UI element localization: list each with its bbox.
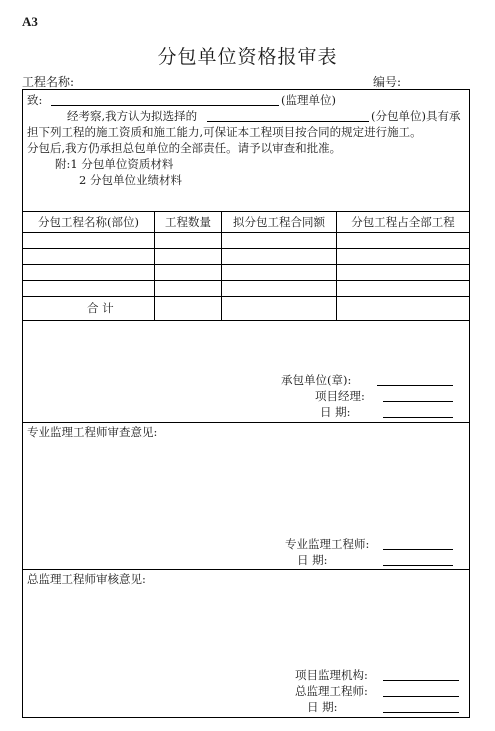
table-row-line bbox=[23, 248, 469, 249]
table-row-line bbox=[23, 232, 469, 233]
specialist-date-label: 日 期: bbox=[297, 553, 328, 567]
project-manager-blank bbox=[383, 389, 453, 402]
contractor-unit-label: 承包单位(章): bbox=[281, 373, 352, 387]
contractor-date-label: 日 期: bbox=[320, 405, 351, 419]
col-header-quantity: 工程数量 bbox=[165, 215, 211, 229]
col-header-ratio: 分包工程占全部工程 bbox=[351, 215, 455, 229]
table-row-line bbox=[23, 264, 469, 265]
specialist-review-label: 专业监理工程师审查意见: bbox=[27, 425, 158, 439]
section-divider bbox=[23, 422, 469, 423]
table-bottom-line bbox=[23, 320, 469, 321]
project-name-label: 工程名称: bbox=[22, 75, 75, 89]
form-code: A3 bbox=[22, 14, 38, 29]
supervision-unit-blank bbox=[51, 93, 279, 106]
total-label: 合 计 bbox=[87, 301, 114, 315]
specialist-date-blank bbox=[383, 553, 453, 566]
chief-review-label: 总监理工程师审核意见: bbox=[27, 572, 146, 586]
body-line3: 分包后,我方仍承担总包单位的全部责任。请予以审查和批准。 bbox=[27, 141, 342, 155]
body-line2: 担下列工程的施工资质和施工能力,可保证本工程项目按合同的规定进行施工。 bbox=[27, 125, 422, 139]
table-top-line bbox=[23, 211, 469, 212]
chief-date-label: 日 期: bbox=[307, 700, 338, 714]
contractor-date-blank bbox=[383, 405, 453, 418]
chief-engineer-label: 总监理工程师: bbox=[295, 684, 368, 698]
specialist-engineer-blank bbox=[383, 537, 453, 550]
table-col-divider bbox=[221, 211, 222, 320]
number-label: 编号: bbox=[373, 75, 402, 89]
supervision-unit-label: (监理单位) bbox=[281, 93, 336, 107]
contractor-unit-blank bbox=[377, 373, 453, 386]
table-col-divider bbox=[336, 211, 337, 320]
table-row-line bbox=[23, 296, 469, 297]
col-header-name: 分包工程名称(部位) bbox=[38, 215, 139, 229]
to-label: 致: bbox=[27, 93, 43, 107]
col-header-amount: 拟分包工程合同额 bbox=[233, 215, 325, 229]
attachment-1: 附:1 分包单位资质材料 bbox=[55, 157, 174, 171]
supervision-org-label: 项目监理机构: bbox=[295, 668, 368, 682]
attachment-2: 2 分包单位业绩材料 bbox=[79, 173, 182, 187]
page-title: 分包单位资格报审表 bbox=[157, 46, 338, 68]
table-col-divider bbox=[154, 211, 155, 320]
chief-date-blank bbox=[383, 700, 459, 713]
specialist-engineer-label: 专业监理工程师: bbox=[285, 537, 370, 551]
form-frame bbox=[22, 89, 470, 718]
project-manager-label: 项目经理: bbox=[315, 389, 365, 403]
body-line1-start: 经考察,我方认为拟选择的 bbox=[67, 109, 198, 123]
section-divider bbox=[23, 569, 469, 570]
body-line1-end: (分包单位)具有承 bbox=[371, 109, 461, 123]
supervision-org-blank bbox=[383, 668, 459, 681]
subcontractor-blank bbox=[207, 109, 369, 122]
chief-engineer-blank bbox=[383, 684, 459, 697]
table-row-line bbox=[23, 280, 469, 281]
